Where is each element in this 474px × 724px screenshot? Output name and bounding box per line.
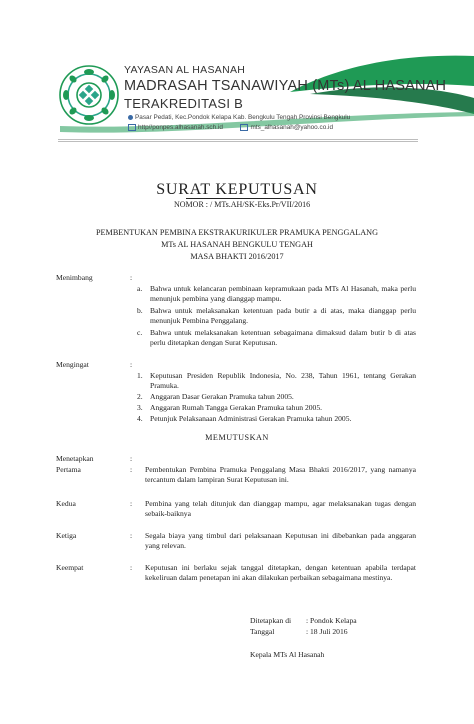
menimbang-marker-a: a. bbox=[137, 284, 143, 293]
contact-line bbox=[128, 124, 333, 131]
mengingat-item-1: Keputusan Presiden Republik Indonesia, No. 238, Tahun 1961, tentang Gerakan Pramuka. bbox=[150, 371, 416, 391]
header-divider bbox=[58, 139, 418, 140]
mengingat-marker-1: 1. bbox=[137, 371, 143, 380]
tanggal-label: Tanggal bbox=[250, 627, 275, 636]
menimbang-marker-b: b. bbox=[137, 306, 143, 315]
decision-label-keempat: Keempat bbox=[56, 563, 84, 572]
website-text[interactable]: http//ponpes.alhasanah.sch.id bbox=[138, 124, 223, 132]
school-logo bbox=[56, 62, 122, 128]
decision-label-kedua: Kedua bbox=[56, 499, 76, 508]
document-title: SURAT KEPUTUSAN bbox=[156, 181, 318, 198]
address-line bbox=[128, 114, 350, 121]
mengingat-item-2: Anggaran Dasar Gerakan Pramuka tahun 2005. bbox=[150, 392, 294, 401]
menimbang-item-a: Bahwa untuk kelancaran pembinaan kepramukaan pada MTs Al Hasanah, maka perlu menunjuk pembina yang dianggap mampu. bbox=[150, 284, 416, 304]
menimbang-item-b: Bahwa untuk melaksanakan ketentuan pada butir a di atas, maka dianggap perlu menunjuk Pembina Penggalang. bbox=[150, 306, 416, 326]
ditetapkan-label: Ditetapkan di bbox=[250, 616, 292, 625]
menetapkan-label: Menetapkan bbox=[56, 454, 94, 463]
email-text[interactable]: mts_alhasanah@yahoo.co.id bbox=[250, 124, 334, 132]
decision-text-ketiga: Segala biaya yang timbul dari pelaksanaan Keputusan ini dibebankan pada anggaran yang relevan. bbox=[145, 531, 416, 551]
menimbang-label: Menimbang bbox=[56, 273, 93, 282]
title-underline bbox=[186, 198, 291, 199]
menimbang-marker-c: c. bbox=[137, 328, 143, 337]
decision-colon-kedua: : bbox=[130, 499, 133, 508]
document-number: NOMOR : / MTs.AH/SK-Eks.Pr/VII/2016 bbox=[174, 200, 311, 209]
menimbang-item-c: Bahwa untuk melaksanakan ketentuan sebagaimana dimaksud dalam butir b di atas perlu ditetapkan dengan Surat Keputusan. bbox=[150, 328, 416, 348]
subject-line-2: MTs AL HASANAH BENGKULU TENGAH bbox=[161, 240, 313, 249]
menetapkan-colon: : bbox=[130, 454, 133, 463]
email-icon bbox=[240, 124, 248, 131]
decision-colon-ketiga: : bbox=[130, 531, 133, 540]
decision-text-kedua: Pembina yang telah ditunjuk dan dianggap mampu, agar melaksanakan tugas dengan sebaik-baiknya bbox=[145, 499, 416, 519]
mengingat-marker-3: 3. bbox=[137, 403, 143, 412]
decision-colon-keempat: : bbox=[130, 563, 133, 572]
subject-line-1: PEMBENTUKAN PEMBINA EKSTRAKURIKULER PRAMUKA PENGGALANG bbox=[95, 228, 379, 237]
address-text: Pasar Pedati, Kec.Pondok Kelapa Kab. Bengkulu Tengah Provinsi Bengkulu bbox=[135, 114, 351, 121]
mengingat-item-3: Anggaran Rumah Tangga Gerakan Pramuka tahun 2005. bbox=[150, 403, 323, 412]
tanggal-value: : 18 Juli 2016 bbox=[306, 627, 348, 636]
mengingat-label: Mengingat bbox=[56, 360, 89, 369]
accreditation: TERAKREDITASI B bbox=[124, 96, 244, 111]
subject-line-3: MASA BHAKTI 2016/2017 bbox=[190, 252, 284, 261]
signatory-title: Kepala MTs Al Hasanah bbox=[250, 650, 325, 659]
header-divider-2 bbox=[58, 141, 418, 142]
mengingat-item-4: Petunjuk Pelaksanaan Administrasi Gerakan Pramuka tahun 2005. bbox=[150, 414, 352, 423]
decision-label-pertama: Pertama bbox=[56, 465, 81, 474]
mengingat-marker-2: 2. bbox=[137, 392, 143, 401]
memutuskan-heading: MEMUTUSKAN bbox=[205, 433, 269, 442]
decision-text-keempat: Keputusan ini berlaku sejak tanggal ditetapkan, dengan ketentuan apabila terdapat kekeliruan dalam penetapan ini akan dilakukan perbaikan sebagaimana mestinya. bbox=[145, 563, 416, 583]
school-name: MADRASAH TSANAWIYAH (MTs) AL HASANAH bbox=[124, 78, 447, 94]
website-icon bbox=[128, 124, 136, 131]
mengingat-marker-4: 4. bbox=[137, 414, 143, 423]
decision-text-pertama: Pembentukan Pembina Pramuka Penggalang Masa Bhakti 2016/2017, yang namanya tercantum dalam lampiran Surat Keputusan ini. bbox=[145, 465, 416, 485]
mengingat-colon: : bbox=[130, 360, 133, 369]
location-pin-icon bbox=[128, 115, 133, 120]
menimbang-colon: : bbox=[130, 273, 133, 282]
decision-label-ketiga: Ketiga bbox=[56, 531, 77, 540]
decision-colon-pertama: : bbox=[130, 465, 133, 474]
foundation-name: YAYASAN AL HASANAH bbox=[124, 64, 246, 76]
ditetapkan-value: : Pondok Kelapa bbox=[306, 616, 357, 625]
